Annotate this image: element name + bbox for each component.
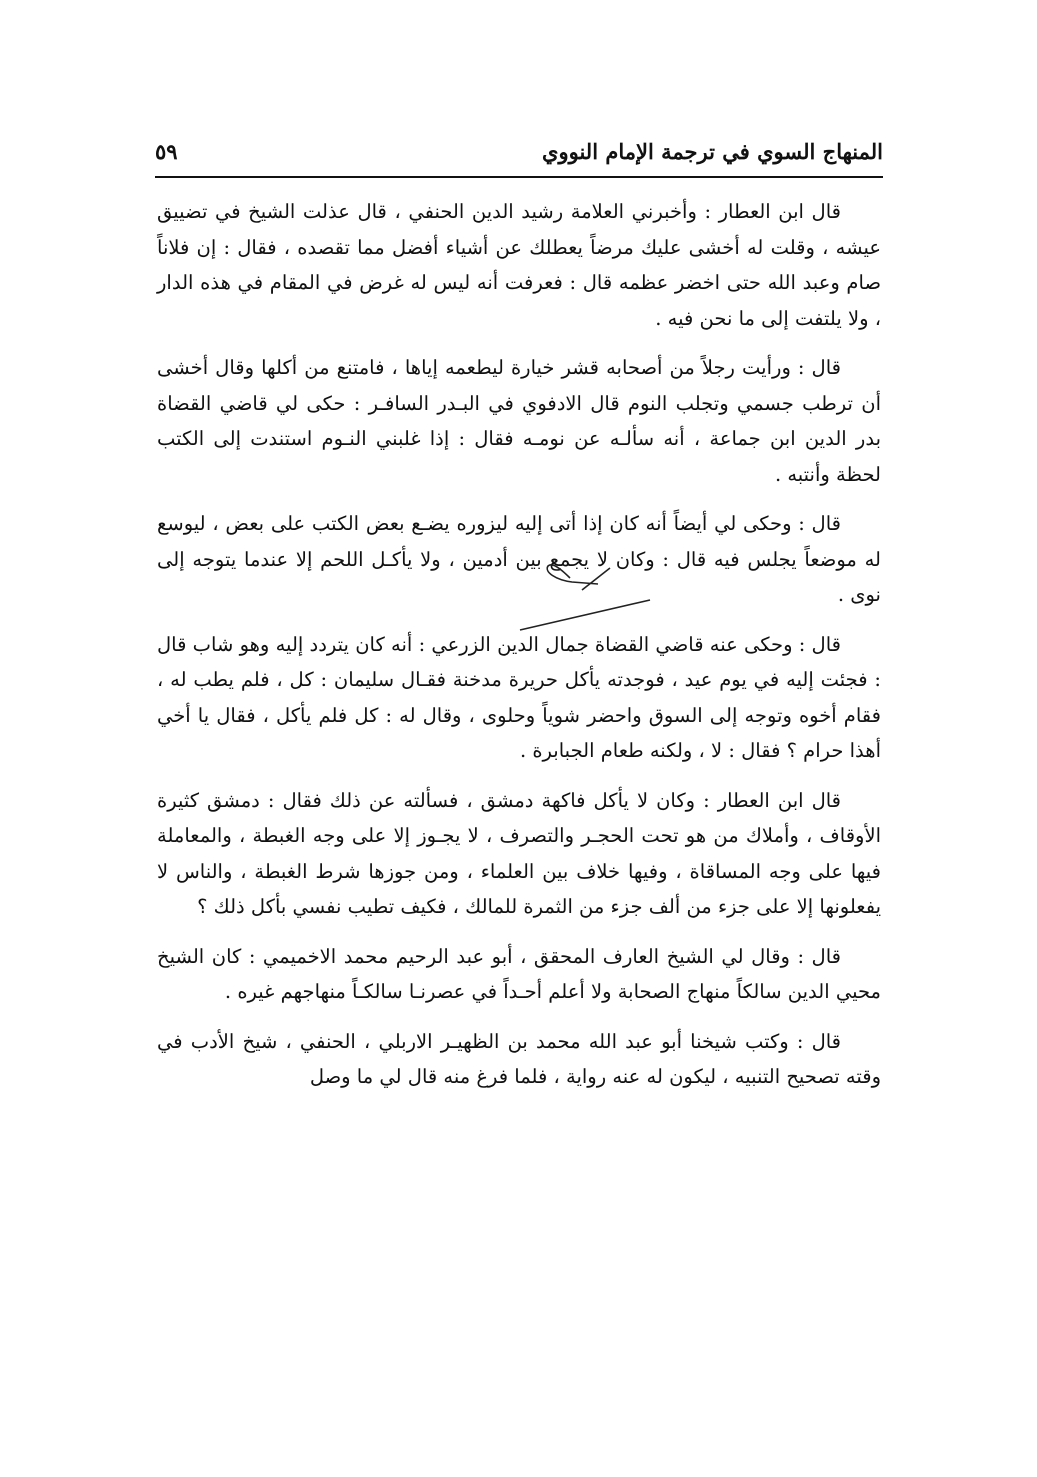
page-header <box>155 132 883 172</box>
running-title: المنهاج السوي في ترجمة الإمام النووي <box>542 139 883 164</box>
paragraph-2: قال : ورأيت رجلاً من أصحابه قشر خيارة ليطعمه إياها ، فامتنع من أكلها وقال أخشى أن ترطب جسمي وتجلب النوم قال الادفوي في البـدر السافـر : حكى لي قاضي القضاة بدر الدين ابن جماعة ، أنه سألـه عن نومـه فقال : إذا غلبني النـوم استندت إلى الكتب لحظة وأنتبه . <box>157 356 881 486</box>
paragraph-5: قال ابن العطار : وكان لا يأكل فاكهة دمشق ، فسألته عن ذلك فقال : دمشق كثيرة الأوقاف ، وأملاك من هو تحت الحجـر والتصرف ، لا يجـوز إلا على وجه الغبطة ، والمعاملة فيها على وجه المساقاة ، وفيها خلاف بين العلماء ، ومن جوزها شرط الغبطة ، والناس لا يفعلونها إلا على جزء من ألف جزء من الثمرة للمالك ، فكيف تطيب نفسي بأكل ذلك ؟ <box>157 788 881 918</box>
paragraph-7: قال : وكتب شيخنا أبو عبد الله محمد بن الظهيـر الاربلي ، الحنفي ، شيخ الأدب في وقته تصحيح التنبيه ، ليكون له عنه رواية ، فلما فرغ منه قال لي ما وصل <box>157 1029 881 1088</box>
paragraph-4: قال : وحكى عنه قاضي القضاة جمال الدين الزرعي : أنه كان يتردد إليه وهو شاب قال : فجئت إليه في يوم عيد ، فوجدته يأكل حريرة مدخنة فقـال سليمان : كل ، فلم يطب له ، فقام أخوه وتوجه إلى السوق واحضر شوياً وحلوى ، وقال له : كل فلم يأكل ، فقال يا أخي أهذا حرام ؟ فقال : لا ، ولكنه طعام الجبابرة . <box>157 632 881 762</box>
paragraph-6: قال : وقال لي الشيخ العارف المحقق ، أبو عبد الرحيم محمد الاخميمي : كان الشيخ محيي الدين سالكاً منهاج الصحابة ولا أعلم أحـداً في عصرنـا سالكـاً منهاجهم غيره . <box>157 944 881 1003</box>
paragraph-1: قال ابن العطار : وأخبرني العلامة رشيد الدين الحنفي ، قال عذلت الشيخ في تضييق عيشه ، وقلت له أخشى عليك مرضاً يعطلك عن أشياء أفضل مما تقصده ، فقال : إن فلاناً صام وعبد الله حتى اخضر عظمه قال : فعرفت أنه ليس له غرض في المقام في هذه الدار ، ولا يلتفت إلى ما نحن فيه . <box>157 200 881 330</box>
header-divider <box>155 176 883 178</box>
paragraph-3: قال : وحكى لي أيضاً أنه كان إذا أتى إليه ليزوره يضـع بعض الكتب على بعض ، ليوسع له موضعاً يجلس فيه قال : وكان لا يجمع بين أدمين ، ولا يأكـل اللحم إلا عندما يتوجه إلى نوى . <box>157 512 881 606</box>
body-text <box>157 194 881 1095</box>
page-number: ٥٩ <box>155 139 178 164</box>
